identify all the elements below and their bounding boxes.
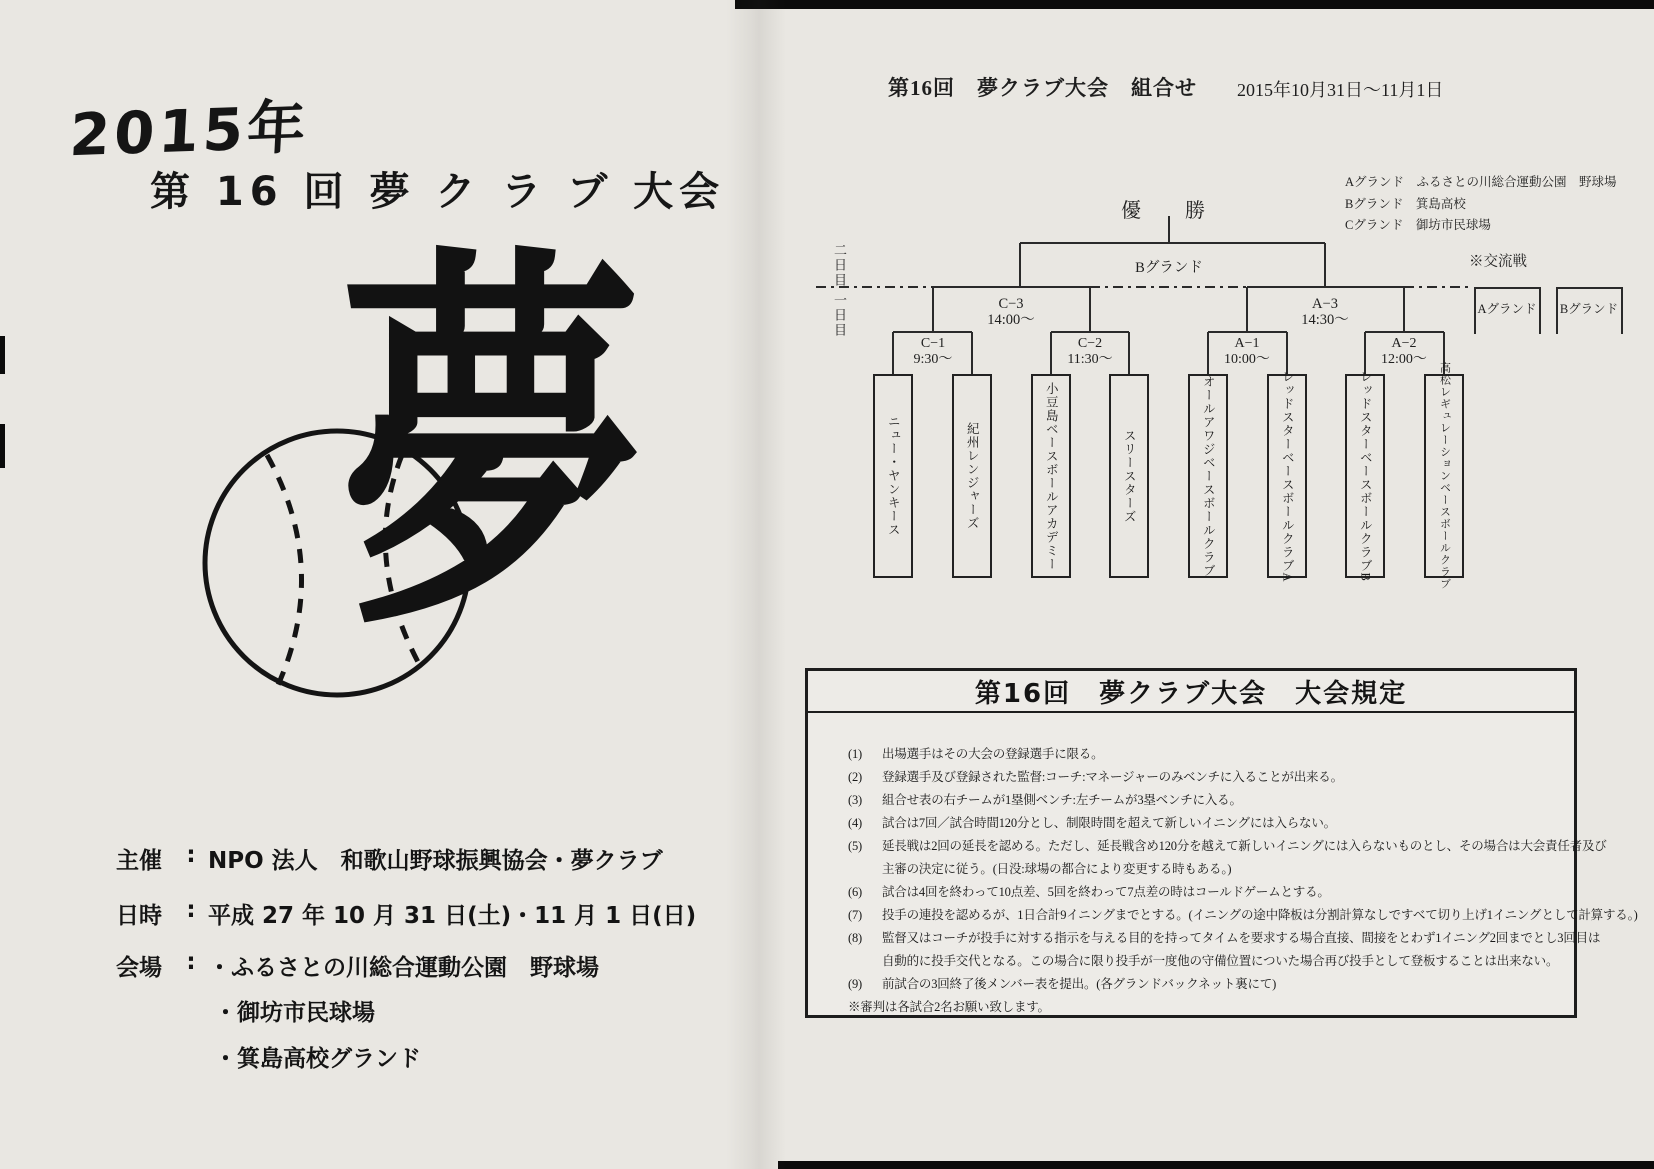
rules-box <box>805 668 1638 1018</box>
ground-b-legend: Bグランド 箕島高校 <box>1345 196 1466 211</box>
exchange-match-note: ※交流戦 <box>1469 254 1527 270</box>
ground-a-legend: Aグランド ふるさとの川総合運動公園 野球場 <box>1345 175 1617 189</box>
team-box <box>1424 362 1464 590</box>
rule-number: (2) <box>848 770 862 784</box>
match-c2-id: C−2 <box>1077 336 1103 351</box>
match-a1-time: 10:00〜 <box>1224 352 1270 367</box>
rule-text: 監督又はコーチが投手に対する指示を与える目的を持ってタイムを要求する場合直接、間接をとわず1イニング2回までとし3回目は <box>882 931 1601 945</box>
final-ground-label: Bグランド <box>1135 260 1203 276</box>
team-box <box>1031 374 1071 578</box>
rule-number: (6) <box>848 885 862 899</box>
team-box <box>873 374 913 578</box>
rule-text: 主審の決定に従う。(日没:球場の都合により変更する時もある。) <box>882 862 1232 876</box>
day1-label: 一日目 <box>832 293 847 338</box>
rule-line <box>848 904 1638 927</box>
match-c2-label <box>1035 336 1145 368</box>
rule-text: 試合は7回／試合時間120分とし、制限時間を超えて新しいイニングには入らない。 <box>882 816 1336 830</box>
rule-text: 登録選手及び登録された監督:コーチ:マネージャーのみベンチに入ることが出来る。 <box>882 770 1343 784</box>
date-value: 平成 27 年 10 月 31 日(土)・11 月 1 日(日) <box>208 903 697 929</box>
bracket-page-title: 第16回 夢クラブ大会 組合せ <box>888 76 1197 100</box>
team-box <box>1345 370 1385 582</box>
semifinal-c3-label <box>951 296 1071 328</box>
rule-text: 前試合の3回終了後メンバー表を提出。(各グランドバックネット裏にて) <box>882 977 1277 991</box>
rule-number: (1) <box>848 747 862 761</box>
team-name: スリースターズ <box>1122 428 1137 524</box>
venue-label: 会場 <box>116 955 162 981</box>
ground-c-legend: Cグランド 御坊市民球場 <box>1345 218 1491 232</box>
match-a1-label <box>1192 336 1302 368</box>
rule-number: (8) <box>848 931 862 945</box>
team-name: レッドスターベースボールクラブA <box>1280 369 1295 583</box>
rule-line <box>848 835 1607 858</box>
rule-line <box>848 881 1560 904</box>
semifinal-c3-time: 14:00〜 <box>987 312 1035 328</box>
match-a1-id: A−1 <box>1234 336 1260 351</box>
rule-text: 自動的に投手交代となる。この場合に限り投手が一度他の守備位置についた場合再び投手として登板することは出来ない。 <box>882 954 1559 968</box>
date-label: 日時 <box>116 903 162 929</box>
organizer-colon: : <box>186 842 196 868</box>
venue-value: ・ふるさとの川総合運動公園 野球場 <box>208 955 599 981</box>
venue-line <box>116 949 599 982</box>
rule-number: (9) <box>848 977 862 991</box>
date-line <box>116 897 696 930</box>
exchange-box-a-label: Aグランド <box>1477 302 1537 316</box>
exchange-box-b-label: Bグランド <box>1559 302 1619 316</box>
rule-number <box>848 950 882 973</box>
venue-colon: : <box>186 949 196 975</box>
organizer-value: NPO 法人 和歌山野球振興協会・夢クラブ <box>208 848 663 874</box>
scan-artifact-bottom-bar <box>778 1161 1654 1169</box>
rule-line <box>848 743 1560 766</box>
bracket-page-date: 2015年10月31日〜11月1日 <box>1237 80 1444 100</box>
rule-line <box>848 789 1560 812</box>
rule-text: 試合は4回を終わって10点差、5回を終わって7点差の時はコールドゲームとする。 <box>882 885 1330 899</box>
rules-title: 第16回 夢クラブ大会 大会規定 <box>808 671 1574 713</box>
rule-line <box>848 766 1560 789</box>
team-name: 小豆島ベースボールアカデミー <box>1044 381 1059 571</box>
day2-label: 二日目 <box>832 243 847 288</box>
rule-text: 延長戦は2回の延長を認める。ただし、延長戦含め120分を越えて新しいイニングには入らないものとし、その場合は大会責任者及び <box>882 839 1607 853</box>
rule-number: (5) <box>848 839 862 853</box>
venue-extra-1: ・御坊市民球場 <box>214 1000 375 1026</box>
team-name: 紀州レンジャーズ <box>965 422 980 530</box>
match-a2-time: 12:00〜 <box>1381 352 1427 367</box>
match-c1-id: C−1 <box>920 336 946 351</box>
organizer-label: 主催 <box>116 848 162 874</box>
rule-number: (4) <box>848 816 862 830</box>
semifinal-a3-id: A−3 <box>1312 296 1338 312</box>
team-name: ニュー・ヤンキース <box>886 415 901 537</box>
semifinal-a3-label <box>1265 296 1385 328</box>
rule-number: (3) <box>848 793 862 807</box>
match-c2-time: 11:30〜 <box>1067 352 1113 367</box>
tournament-title: 第 16 回 夢 ク ラ ブ 大会 <box>150 169 726 215</box>
date-colon: : <box>186 897 196 923</box>
rule-line <box>848 927 1601 950</box>
team-box <box>1109 374 1149 578</box>
year-title: 2015年 <box>68 92 311 170</box>
team-box <box>952 374 992 578</box>
rule-line-continuation <box>848 950 1560 973</box>
rule-line <box>848 812 1560 835</box>
rule-text: 投手の連投を認めるが、1日合計9イニングまでとする。(イニングの途中降板は分割計算なしですべて切り上げ1イニングとして計算する。) <box>882 908 1638 922</box>
rule-line-continuation <box>848 858 1560 881</box>
umpire-note: ※審判は各試合2名お願い致します。 <box>848 1000 1050 1014</box>
dream-calligraphy-character: 夢 <box>340 230 642 672</box>
match-c1-label <box>878 336 988 368</box>
team-box <box>1267 369 1307 583</box>
semifinal-c3-id: C−3 <box>998 296 1024 312</box>
organizer-line <box>116 842 663 875</box>
match-c1-time: 9:30〜 <box>913 352 953 367</box>
rule-number <box>848 858 882 881</box>
semifinal-a3-time: 14:30〜 <box>1301 312 1349 328</box>
rule-line <box>848 973 1560 996</box>
team-box <box>1188 374 1228 578</box>
rule-text: 出場選手はその大会の登録選手に限る。 <box>882 747 1104 761</box>
venue-extra-2: ・箕島高校グランド <box>214 1046 421 1072</box>
rules-list <box>848 743 1638 1019</box>
rule-number: (7) <box>848 908 862 922</box>
team-name: オールアワジベースボールクラブ <box>1201 374 1216 578</box>
team-name: 高松レギュレーションベースボールクラブ <box>1438 362 1451 590</box>
match-a2-id: A−2 <box>1391 336 1417 351</box>
team-name: レッドスターベースボールクラブB <box>1358 370 1373 582</box>
champion-label: 優 勝 <box>1121 200 1217 222</box>
rule-text: 組合せ表の右チームが1塁側ベンチ:左チームが3塁ベンチに入る。 <box>882 793 1242 807</box>
